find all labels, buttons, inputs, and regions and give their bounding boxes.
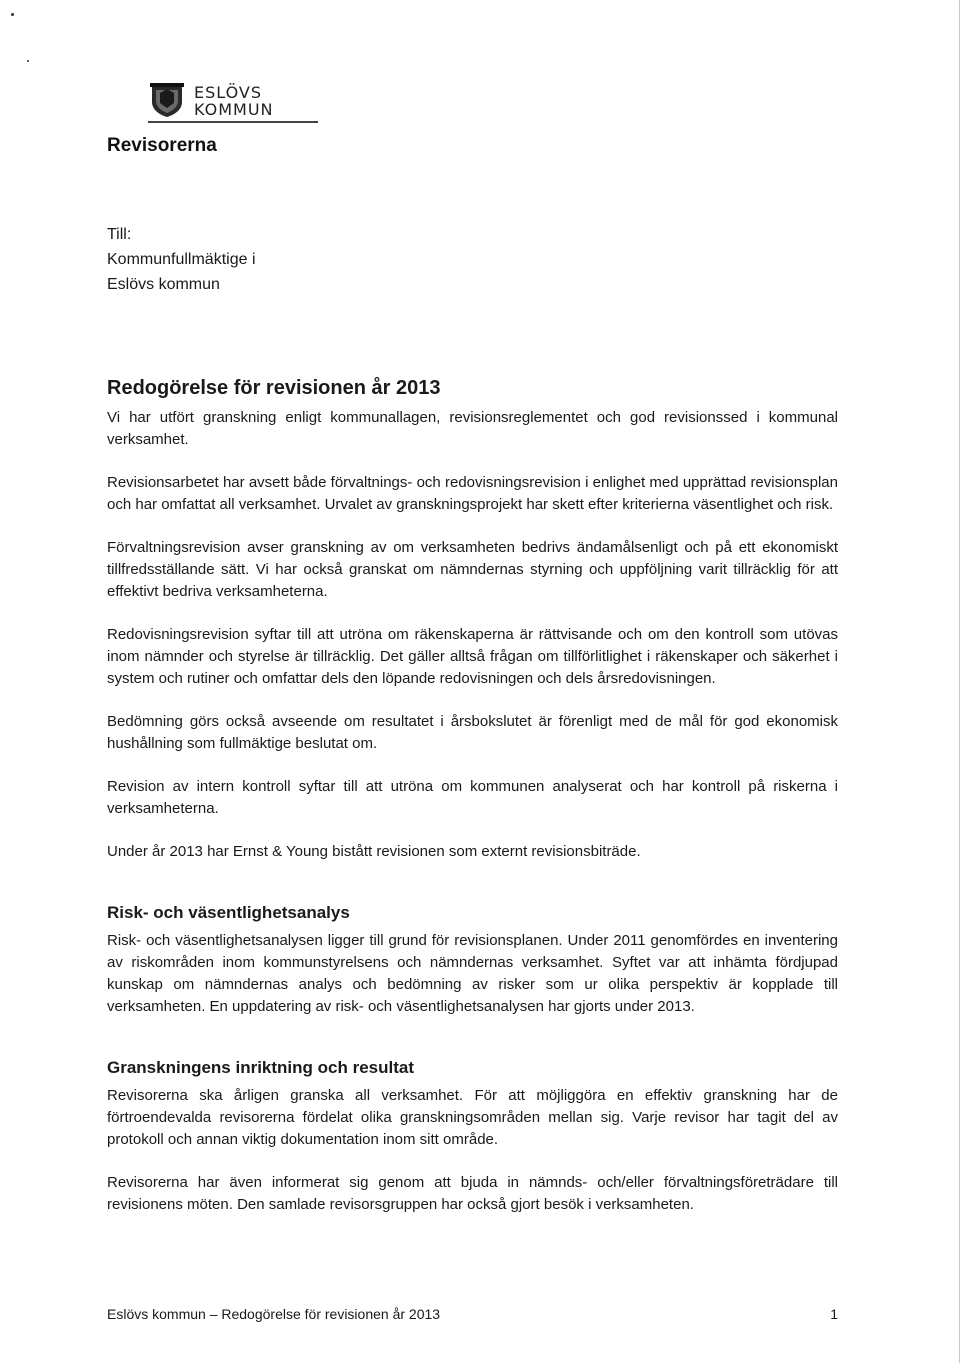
recipient-block: [107, 222, 256, 297]
review-section-heading: Granskningens inriktning och resultat: [107, 1058, 414, 1077]
report-paragraph: Revision av intern kontroll syftar till att utröna om kommunen analyserat och har kontroll på riskerna i verksamheterna.: [107, 778, 838, 817]
logo-wordmark: [194, 84, 274, 118]
coat-of-arms-icon: [148, 82, 186, 118]
logo-line-1: ESLÖVS: [194, 83, 263, 102]
report-paragraph: Bedömning görs också avseende om resultatet i årsbokslutet är förenligt med de mål för god ekonomisk hushållning som fullmäktige beslutat om.: [107, 713, 838, 752]
report-paragraph: Redovisningsrevision syftar till att utröna om räkenskaperna är rättvisande och om den kontroll som utövas inom nämnder och styrelse är tillräcklig. Det gäller alltså frågan om tillförlitlighet i räkenskaper och säkerhet i system och rutiner och omfattar dels den löpande redovisningen och dels årsredovisningen.: [107, 626, 838, 687]
review-section-paragraph: Revisorerna har även informerat sig genom att bjuda in nämnds- och/eller förvaltningsföreträdare till revisionens möten. Den samlade revisorsgruppen har också gjort besök i verksamheten.: [107, 1174, 838, 1213]
scan-speck: [11, 13, 14, 16]
page-number: 1: [830, 1306, 838, 1322]
report-paragraph: Vi har utfört granskning enligt kommunallagen, revisionsreglementet och god revisionssed i kommunal verksamhet.: [107, 409, 838, 448]
recipient-line-2: Eslövs kommun: [107, 276, 220, 293]
recipient-line-1: Kommunfullmäktige i: [107, 251, 256, 268]
report-paragraph: Under år 2013 har Ernst & Young bistått revisionen som externt revisionsbiträde.: [107, 843, 641, 860]
logo-underline: [148, 121, 318, 123]
logo-line-2: KOMMUN: [194, 100, 274, 119]
risk-section-heading: Risk- och väsentlighetsanalys: [107, 903, 350, 922]
eslov-logo: [148, 80, 318, 126]
report-paragraph: Revisionsarbetet har avsett både förvaltnings- och redovisningsrevision i enlighet med upprättad revisionsplan och har omfattat all verksamhet. Urvalet av granskningsprojekt har skett efter kriterierna väsentlighet och risk.: [107, 474, 838, 513]
footer-text: Eslövs kommun – Redogörelse för revisionen år 2013: [107, 1306, 441, 1322]
org-title: Revisorerna: [107, 135, 217, 156]
report-title: Redogörelse för revisionen år 2013: [107, 377, 441, 399]
scan-speck: [27, 60, 29, 62]
report-body: [107, 375, 838, 1237]
recipient-label: Till:: [107, 226, 132, 243]
risk-section-paragraph: Risk- och väsentlighetsanalysen ligger till grund för revisionsplanen. Under 2011 genomfördes en inventering av riskområden inom kommunstyrelsens och nämndernas verksamhet. Syftet var att inhämta fördjupad kunskap om nämndernas analys och bedömning av risker som ur olika perspektiv är kopplade till verksamheten. En uppdatering av risk- och väsentlighetsanalysen har gjorts under 2013.: [107, 932, 838, 1015]
review-section-paragraph: Revisorerna ska årligen granska all verksamhet. För att möjliggöra en effektiv granskning har de förtroendevalda revisorerna fördelat olika granskningsområden mellan sig. Varje revisor har tagit del av protokoll och annan viktig dokumentation inom sitt område.: [107, 1087, 838, 1148]
report-paragraph: Förvaltningsrevision avser granskning av om verksamheten bedrivs ändamålsenligt och på ett ekonomiskt tillfredsställande sätt. Vi har också granskat om nämndernas styrning och uppföljning varit tillräcklig för att effektivt bedriva verksamheterna.: [107, 539, 838, 600]
